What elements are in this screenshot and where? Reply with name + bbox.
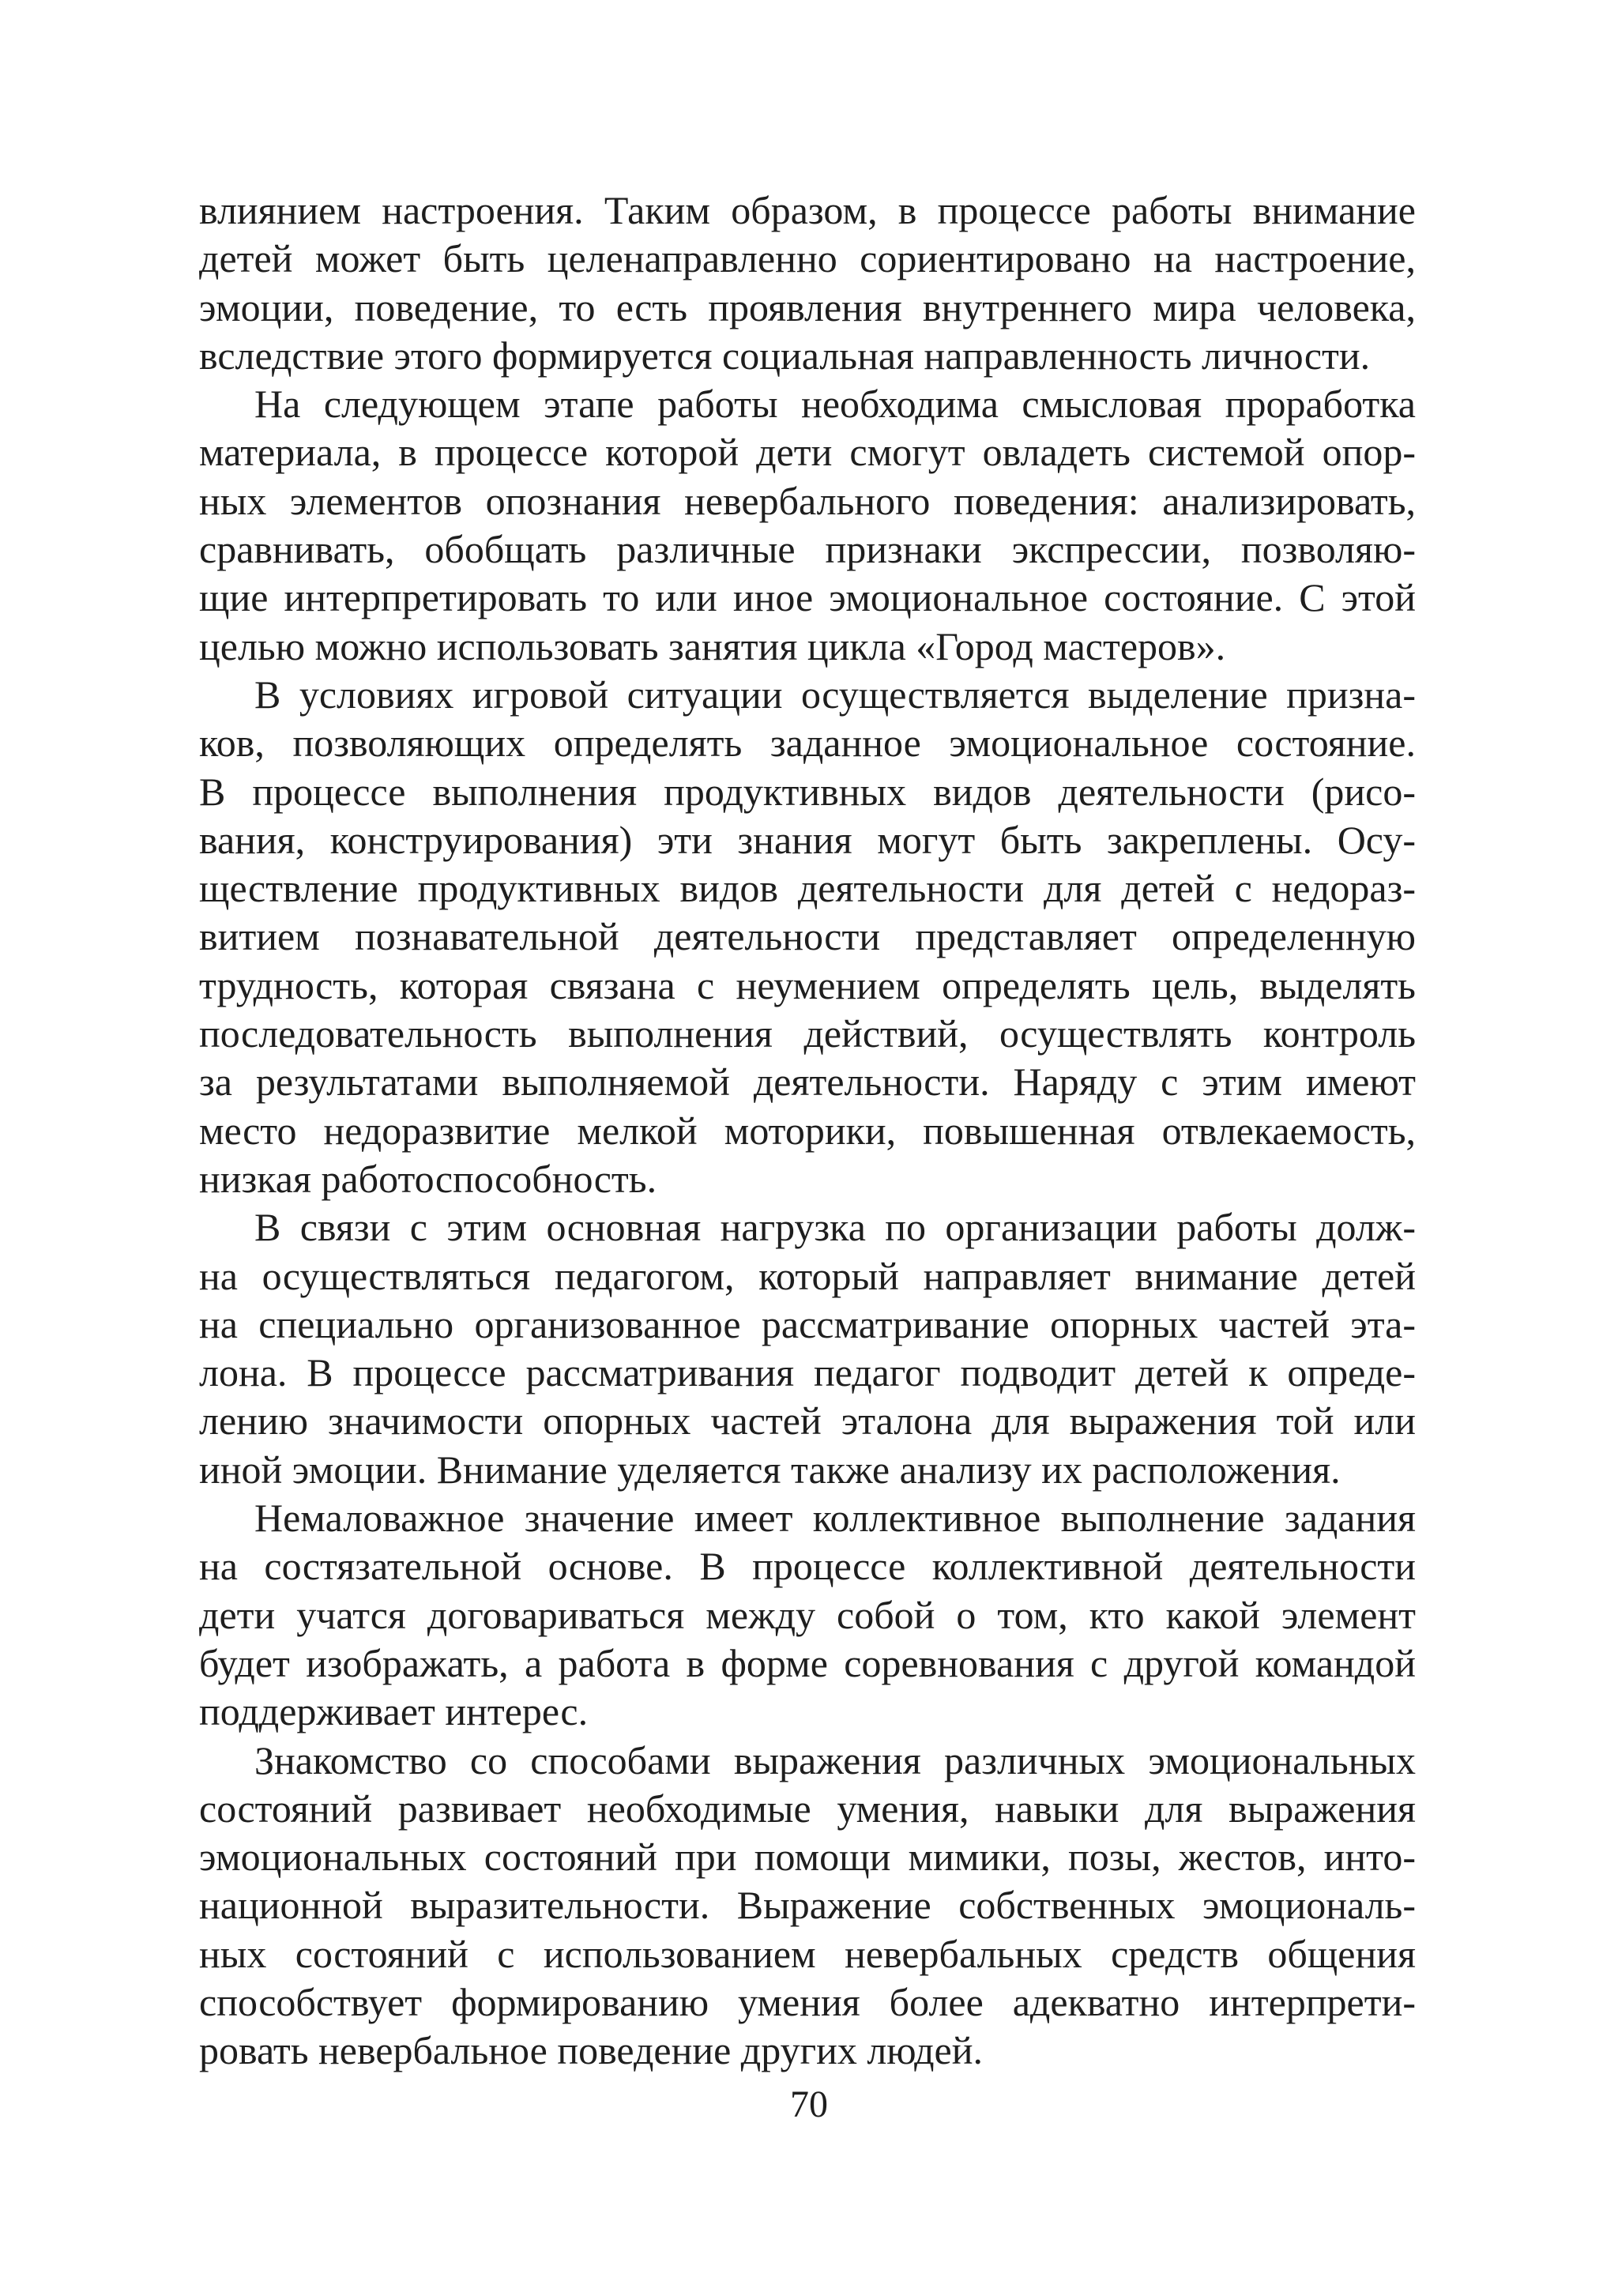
text-line: влиянием настроения. Таким образом, в процессе работы внимание xyxy=(199,188,1416,232)
text-line: способствует формированию умения более адекватно интерпрети- xyxy=(199,1979,1416,2024)
paragraph xyxy=(199,1737,1416,2076)
text-line: лению значимости опорных частей эталона для выражения той или xyxy=(199,1398,1416,1443)
text-line: материала, в процессе которой дети смогут овладеть системой опор- xyxy=(199,430,1416,475)
text-line: на специально организованное рассматривание опорных частей эта- xyxy=(199,1301,1416,1346)
text-line: эмоциональных состояний при помощи мимики, позы, жестов, инто- xyxy=(199,1835,1416,1880)
text-line: эмоции, поведение, то есть проявления внутреннего мира человека, xyxy=(199,284,1416,329)
text-line: детей может быть целенаправленно сориентировано на настроение, xyxy=(199,236,1416,281)
text-line: ществление продуктивных видов деятельности для детей с недораз- xyxy=(199,866,1416,911)
text-line: ных состояний с использованием невербальных средств общения xyxy=(199,1931,1416,1976)
text-line: Немаловажное значение имеет коллективное выполнение задания xyxy=(254,1496,1416,1541)
text-line: вследствие этого формируется социальная направленность личности. xyxy=(199,333,1371,378)
text-line: витием познавательной деятельности представляет определенную xyxy=(199,914,1416,959)
text-line: В условиях игровой ситуации осуществляется выделение призна- xyxy=(254,672,1416,717)
text-line: сравнивать, обобщать различные признаки экспрессии, позволяю- xyxy=(199,527,1416,572)
text-line: вания, конструирования) эти знания могут быть закреплены. Осу- xyxy=(199,817,1416,862)
text-line: В связи с этим основная нагрузка по организации работы долж- xyxy=(254,1205,1416,1250)
text-line: национной выразительности. Выражение собственных эмоциональ- xyxy=(199,1883,1416,1928)
text-line: щие интерпретировать то или иное эмоциональное состояние. С этой xyxy=(199,575,1416,620)
text-line: последовательность выполнения действий, осуществлять контроль xyxy=(199,1011,1416,1056)
text-line: поддерживает интерес. xyxy=(199,1689,589,1734)
text-line: будет изображать, а работа в форме соревнования с другой командой xyxy=(199,1640,1416,1685)
text-line: ных элементов опознания невербального поведения: анализировать, xyxy=(199,478,1416,523)
text-line: ровать невербальное поведение других людей. xyxy=(199,2028,983,2073)
text-line: лона. В процессе рассматривания педагог подводит детей к опреде- xyxy=(199,1350,1416,1395)
text-line: трудность, которая связана с неумением определять цель, выделять xyxy=(199,962,1416,1007)
text-line: состояний развивает необходимые умения, навыки для выражения xyxy=(199,1786,1416,1831)
paragraph xyxy=(199,671,1416,1203)
text-line: целью можно использовать занятия цикла «Город мастеров». xyxy=(199,623,1226,668)
text-line: место недоразвитие мелкой моторики, повышенная отвлекаемость, xyxy=(199,1108,1416,1153)
text-line: ков, позволяющих определять заданное эмоциональное состояние. xyxy=(199,721,1416,766)
text-line: дети учатся договариваться между собой о том, кто какой элемент xyxy=(199,1592,1416,1637)
text-line: на осуществляться педагогом, который направляет внимание детей xyxy=(199,1253,1416,1298)
text-line: Знакомство со способами выражения различных эмоциональных xyxy=(254,1737,1416,1782)
text-line: на состязательной основе. В процессе коллективной деятельности xyxy=(199,1544,1416,1589)
text-line: за результатами выполняемой деятельности. Наряду с этим имеют xyxy=(199,1060,1416,1105)
text-line: На следующем этапе работы необходима смысловая проработка xyxy=(254,382,1416,427)
paragraph xyxy=(199,186,1416,380)
paragraph xyxy=(199,1494,1416,1736)
text-line: низкая работоспособность. xyxy=(199,1156,657,1201)
paragraph xyxy=(199,1203,1416,1494)
text-line: иной эмоции. Внимание уделяется также анализу их расположения. xyxy=(199,1447,1341,1492)
body-text xyxy=(199,186,1416,2076)
page-number: 70 xyxy=(790,2083,828,2125)
paragraph xyxy=(199,380,1416,671)
text-line: В процессе выполнения продуктивных видов деятельности (рисо- xyxy=(199,769,1416,814)
